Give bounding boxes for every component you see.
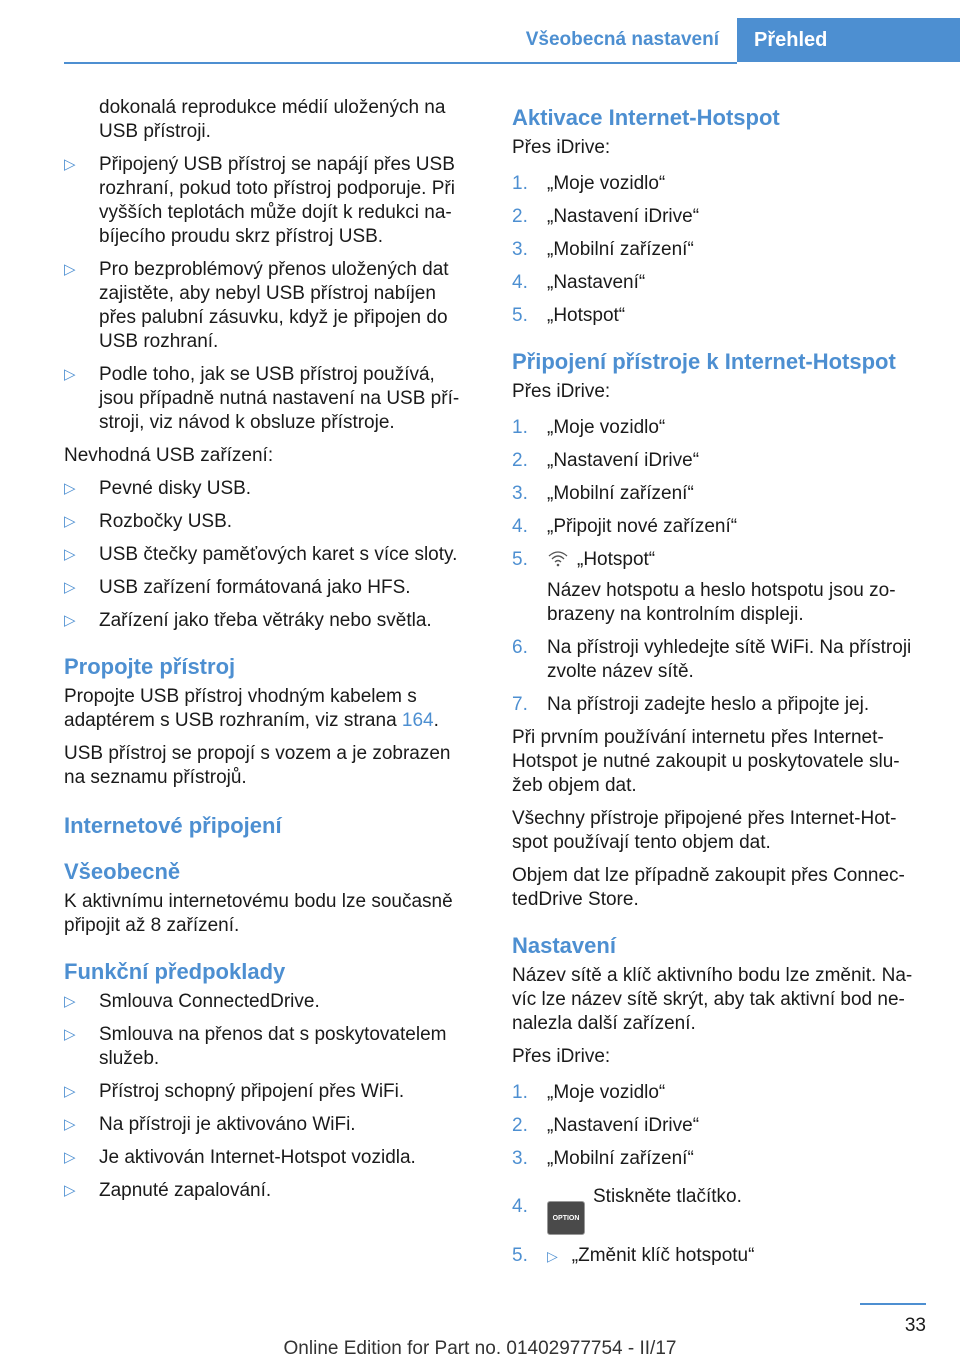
triangle-bullet-icon: ▷: [64, 612, 76, 629]
section-title-connect-hotspot: Připojení přístroje k Internet-Hotspot: [512, 349, 896, 374]
paragraph: Objem dat lze případně zakoupit přes Connec- tedDrive Store.: [512, 865, 905, 910]
step-item: [512, 515, 926, 539]
page-number: 33: [860, 1303, 926, 1337]
tab-overview[interactable]: Přehled: [737, 18, 960, 62]
step-text: „Mobilní zařízení“: [547, 483, 694, 504]
list-item-text: Zapnuté zapalování.: [99, 1180, 272, 1201]
step-number: 2.: [512, 206, 528, 227]
list-item: [64, 1023, 474, 1071]
step-text: „Nastavení“: [547, 272, 646, 293]
via-idrive: Přes iDrive:: [512, 381, 611, 402]
settings-paragraph: Název sítě a klíč aktivního bodu lze změnit. Na- víc lze název sítě skrýt, aby tak aktivní bod ne- nalezla další zařízení.: [512, 965, 913, 1034]
step-note: Název hotspotu a heslo hotspotu jsou zo- brazeny na kontrolním displeji.: [547, 580, 896, 625]
paragraph: Při prvním používání internetu přes Internet- Hotspot je nutné zakoupit u poskytovatele slu- žeb objem dat.: [512, 727, 900, 796]
step-number: 7.: [512, 694, 528, 715]
step-number: 5.: [512, 1245, 528, 1266]
triangle-bullet-icon: ▷: [64, 366, 76, 383]
paragraph: Všechny přístroje připojené přes Internet-Hot- spot používají tento objem dat.: [512, 808, 897, 853]
section-title-prerequisites: Funkční předpoklady: [64, 959, 286, 984]
right-column: [512, 96, 926, 1277]
step-item: [512, 1244, 926, 1268]
step-item: [512, 304, 926, 328]
step-number: 6.: [512, 637, 528, 658]
step-item: [512, 172, 926, 196]
triangle-bullet-icon: ▷: [547, 1248, 558, 1264]
triangle-bullet-icon: ▷: [64, 1026, 76, 1043]
list-item: [64, 153, 474, 249]
step-text: „Nastavení iDrive“: [547, 1115, 700, 1136]
step-text: „Moje vozidlo“: [547, 173, 666, 194]
step-text: „Nastavení iDrive“: [547, 450, 700, 471]
list-item: [64, 1113, 474, 1137]
list-item: [64, 543, 474, 567]
list-item-text: Připojený USB přístroj se napájí přes USB rozhraní, pokud toto přístroj podporuje. Při vyšších teplotách může dojít k redukci na- bíjecího proudu skrz přístroj USB.: [99, 154, 455, 247]
list-item: [64, 258, 474, 354]
list-item: [64, 576, 474, 600]
header-rule: [64, 62, 737, 64]
step-text: Na přístroji zadejte heslo a připojte jej.: [547, 694, 870, 715]
step-text: „Moje vozidlo“: [547, 1082, 666, 1103]
via-idrive: Přes iDrive:: [512, 137, 611, 158]
step-text: „Hotspot“: [577, 549, 656, 570]
list-item: [64, 1179, 474, 1203]
page-link[interactable]: 164: [401, 710, 434, 731]
list-item-text: Zařízení jako třeba větráky nebo světla.: [99, 610, 432, 631]
triangle-bullet-icon: ▷: [64, 546, 76, 563]
step-number: 3.: [512, 1148, 528, 1169]
list-item: [64, 1146, 474, 1170]
step-text: „Mobilní zařízení“: [547, 1148, 694, 1169]
step-number: 4.: [512, 516, 528, 537]
step-number: 4.: [512, 272, 528, 293]
section-title-general: Všeobecně: [64, 859, 181, 884]
section-title-activate: Aktivace Internet-Hotspot: [512, 105, 780, 130]
list-item: [64, 510, 474, 534]
list-item: [64, 1080, 474, 1104]
list-item-text: Na přístroji je aktivováno WiFi.: [99, 1114, 356, 1135]
step-text: Stiskněte tlačítko.: [593, 1186, 742, 1207]
triangle-bullet-icon: ▷: [64, 1116, 76, 1133]
triangle-bullet-icon: ▷: [64, 1149, 76, 1166]
list-item-text: Smlouva na přenos dat s poskytovatelem služeb.: [99, 1024, 447, 1069]
step-item: [512, 205, 926, 229]
triangle-bullet-icon: ▷: [64, 579, 76, 596]
step-text: „Mobilní zařízení“: [547, 239, 694, 260]
step-number: 3.: [512, 239, 528, 260]
list-item-text: Smlouva ConnectedDrive.: [99, 991, 320, 1012]
step-number: 1.: [512, 417, 528, 438]
triangle-bullet-icon: ▷: [64, 1083, 76, 1100]
step-item: [512, 238, 926, 262]
step-number: 5.: [512, 549, 528, 570]
step-number: 1.: [512, 173, 528, 194]
general-paragraph: K aktivnímu internetovému bodu lze současně připojit až 8 zařízení.: [64, 891, 453, 936]
list-item: [64, 990, 474, 1014]
section-title-settings: Nastavení: [512, 933, 616, 958]
triangle-bullet-icon: ▷: [64, 513, 76, 530]
step-item: [512, 1081, 926, 1105]
triangle-bullet-icon: ▷: [64, 480, 76, 497]
step-text: Na přístroji vyhledejte sítě WiFi. Na přístroji zvolte název sítě.: [547, 637, 912, 682]
list-item: [64, 477, 474, 501]
intro-continuation: dokonalá reprodukce médií uložených na USB přístroji.: [99, 97, 446, 142]
connect-text: Propojte USB přístroj vhodným kabelem s adaptérem s USB rozhraním, viz strana: [64, 686, 417, 731]
step-item: [512, 1114, 926, 1138]
connect-text-end: .: [433, 710, 439, 731]
step-text: „Připojit nové zařízení“: [547, 516, 738, 537]
step-item: [512, 693, 926, 717]
triangle-bullet-icon: ▷: [64, 1182, 76, 1199]
section-title-internet: Internetové připojení: [64, 813, 282, 838]
list-item: [64, 609, 474, 633]
step-text: „Moje vozidlo“: [547, 417, 666, 438]
list-item-text: Pevné disky USB.: [99, 478, 252, 499]
step-text: „Nastavení iDrive“: [547, 206, 700, 227]
step-item: [512, 449, 926, 473]
connect-paragraph: [64, 685, 474, 733]
step-number: 2.: [512, 450, 528, 471]
step-number: 3.: [512, 483, 528, 504]
triangle-bullet-icon: ▷: [64, 993, 76, 1010]
step-text: „Hotspot“: [547, 305, 626, 326]
step-number: 4.: [512, 1196, 528, 1217]
via-idrive: Přes iDrive:: [512, 1046, 611, 1067]
list-item-text: USB zařízení formátovaná jako HFS.: [99, 577, 411, 598]
left-column: [64, 96, 474, 1212]
section-title-connect: Propojte přístroj: [64, 654, 236, 679]
step-item: [512, 271, 926, 295]
step-number: 5.: [512, 305, 528, 326]
list-item-text: Přístroj schopný připojení přes WiFi.: [99, 1081, 405, 1102]
list-item-text: Podle toho, jak se USB přístroj používá, jsou případně nutná nastavení na USB pří- stroji, viz návod k obsluze přístroje.: [99, 364, 460, 433]
breadcrumb[interactable]: Všeobecná nastavení: [525, 29, 719, 50]
triangle-bullet-icon: ▷: [64, 156, 76, 173]
step-number: 2.: [512, 1115, 528, 1136]
step-item: [512, 1185, 926, 1235]
step-item: [512, 482, 926, 506]
unsuitable-label: Nevhodná USB zařízení:: [64, 445, 274, 466]
step-item: [512, 548, 926, 627]
step-text: „Změnit klíč hotspotu“: [571, 1245, 755, 1266]
triangle-bullet-icon: ▷: [64, 261, 76, 278]
step-item: [512, 416, 926, 440]
list-item-text: Pro bezproblémový přenos uložených dat zajistěte, aby nebyl USB přístroj nabíjen přes palubní zásuvku, když je připojen do USB rozhraní.: [99, 259, 449, 352]
wifi-hotspot-icon: [547, 549, 569, 567]
list-item-text: Je aktivován Internet-Hotspot vozidla.: [99, 1147, 416, 1168]
connect-paragraph-2: USB přístroj se propojí s vozem a je zobrazen na seznamu přístrojů.: [64, 743, 451, 788]
step-number: 1.: [512, 1082, 528, 1103]
step-item: [512, 1147, 926, 1171]
list-item: [64, 363, 474, 435]
list-item-text: USB čtečky paměťových karet s více sloty.: [99, 544, 458, 565]
footer: Online Edition for Part no. 01402977754 - II/17: [283, 1338, 677, 1359]
list-item-text: Rozbočky USB.: [99, 511, 233, 532]
option-button-icon: OPTION: [547, 1201, 585, 1235]
step-item: [512, 636, 926, 684]
